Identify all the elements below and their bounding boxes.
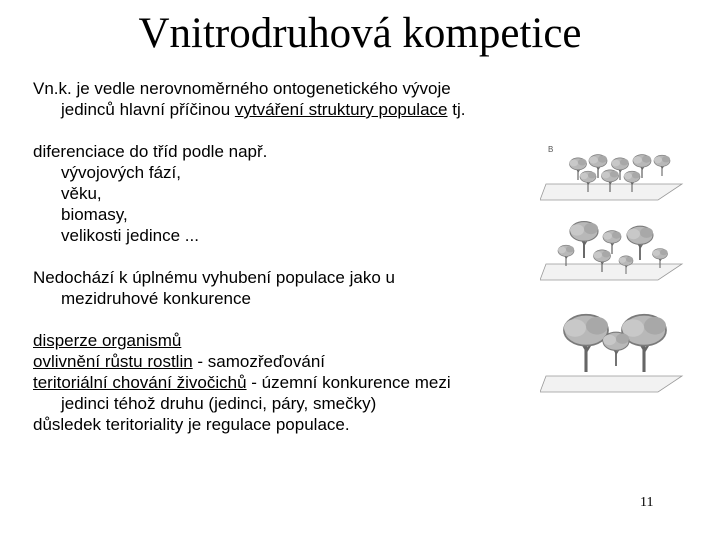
p1-line-2-end: tj.	[447, 100, 466, 119]
slide-title: Vnitrodruhová kompetice	[138, 10, 582, 57]
p2-item: vývojových fází,	[61, 163, 181, 182]
p1-line-2	[33, 99, 593, 120]
ground-plane-3	[540, 376, 682, 392]
p3-line-1: Nedochází k úplnému vyhubení populace jako u	[33, 268, 395, 287]
p2-item: velikosti jedince ...	[61, 226, 199, 245]
p4-line-5: důsledek teritoriality je regulace populace.	[33, 415, 350, 434]
p4-line-2-underlined: ovlivnění růstu rostlin	[33, 352, 193, 371]
ground-plane-2	[540, 264, 682, 280]
p4-line-3	[33, 372, 593, 393]
page-number: 11	[640, 495, 654, 510]
p3-line-2: mezidruhové konkurence	[61, 289, 251, 308]
p4-line-3-underlined: teritoriální chování živočichů	[33, 373, 247, 392]
p2-line-1: diferenciace do tříd podle např.	[33, 142, 268, 161]
p4-line-2	[33, 351, 593, 372]
p1-line-2-start: jedinců hlavní příčinou	[61, 100, 235, 119]
p2-item: věku,	[61, 184, 102, 203]
p2-item: biomasy,	[61, 205, 128, 224]
ground-plane-1	[540, 184, 682, 200]
tree-population-illustration	[540, 136, 692, 400]
p4-line-2-rest: - samozřeďování	[192, 352, 326, 371]
p1-line-1: Vn.k. je vedle nerovnoměrného ontogenetického vývoje	[33, 79, 451, 98]
p4-line-1: disperze organismů	[33, 331, 182, 350]
p4-line-3-rest: - územní konkurence mezi	[246, 373, 451, 392]
slide-body	[33, 78, 593, 435]
illustration-label: B	[548, 145, 554, 154]
tree-diagram-svg	[540, 136, 692, 400]
p1-underlined-phrase: vytváření struktury populace	[234, 100, 448, 119]
p4-line-4: jedinci téhož druhu (jedinci, páry, smečky)	[61, 394, 377, 413]
